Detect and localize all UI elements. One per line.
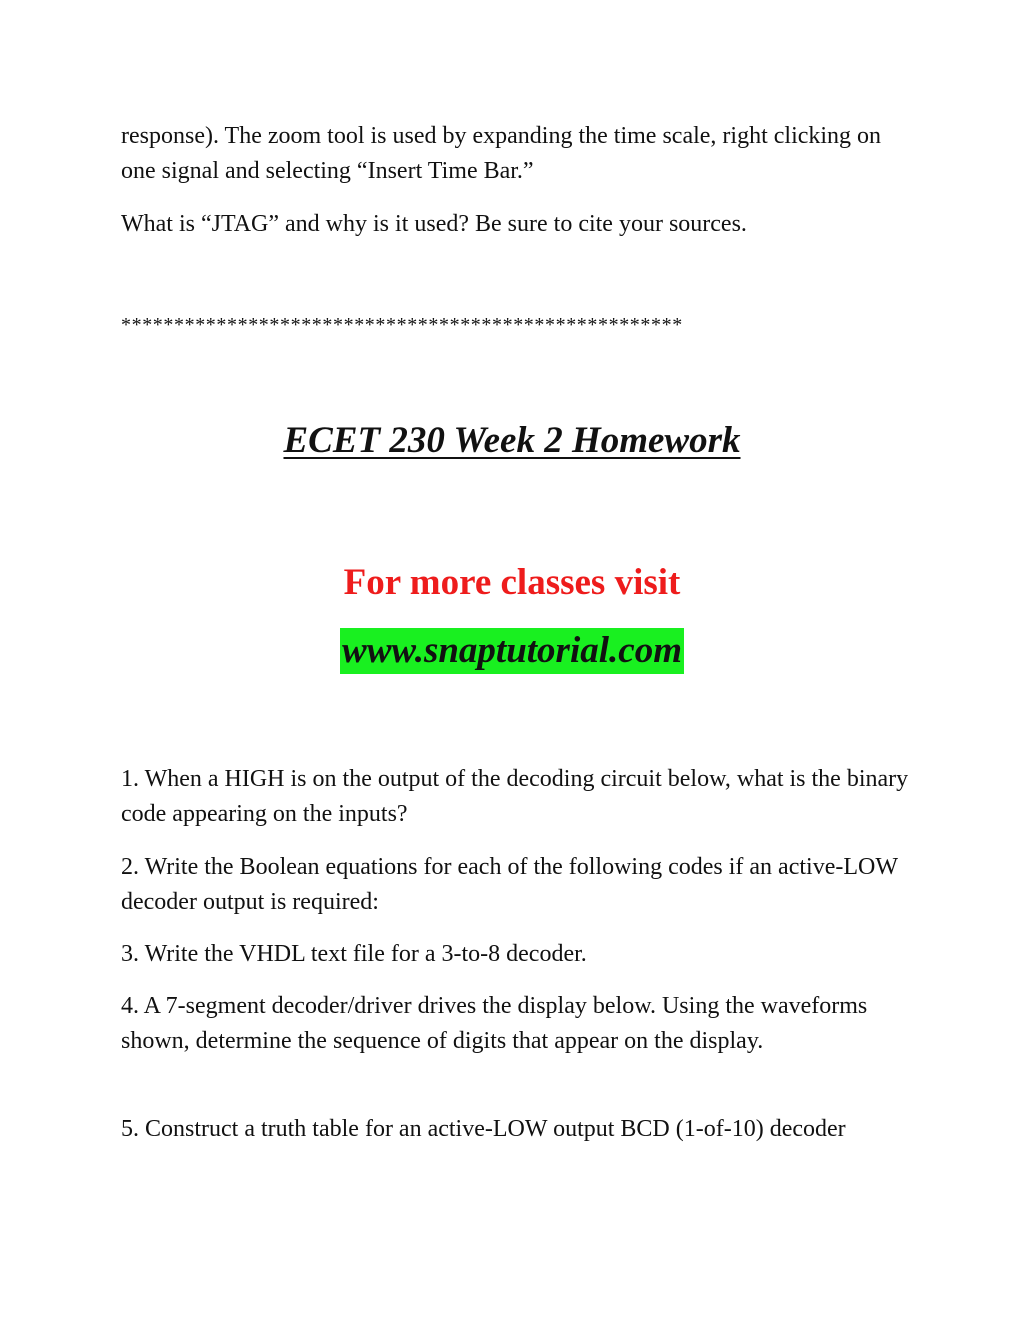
separator-line: ***************************************************** xyxy=(121,314,683,336)
promo-visit-text: For more classes visit xyxy=(343,562,681,603)
question-1: 1. When a HIGH is on the output of the decoding circuit below, what is the binary code appearing on the inputs? xyxy=(121,766,909,827)
question-4: 4. A 7-segment decoder/driver drives the display below. Using the waveforms shown, determine the sequence of digits that appear on the display. xyxy=(121,993,868,1054)
promo-link-container xyxy=(0,628,1024,674)
page-title xyxy=(0,418,1024,464)
page-title-text: ECET 230 Week 2 Homework xyxy=(283,420,741,461)
question-2: 2. Write the Boolean equations for each of the following codes if an active-LOW decoder output is required: xyxy=(121,854,898,915)
question-3: 3. Write the VHDL text file for a 3-to-8 decoder. xyxy=(121,941,587,967)
promo-link[interactable]: www.snaptutorial.com xyxy=(340,628,684,674)
jtag-question: What is “JTAG” and why is it used? Be sure to cite your sources. xyxy=(121,211,747,237)
intro-paragraph: response). The zoom tool is used by expanding the time scale, right clicking on one signal and selecting “Insert Time Bar.” xyxy=(121,123,882,184)
question-5: 5. Construct a truth table for an active-LOW output BCD (1-of-10) decoder xyxy=(121,1116,846,1142)
